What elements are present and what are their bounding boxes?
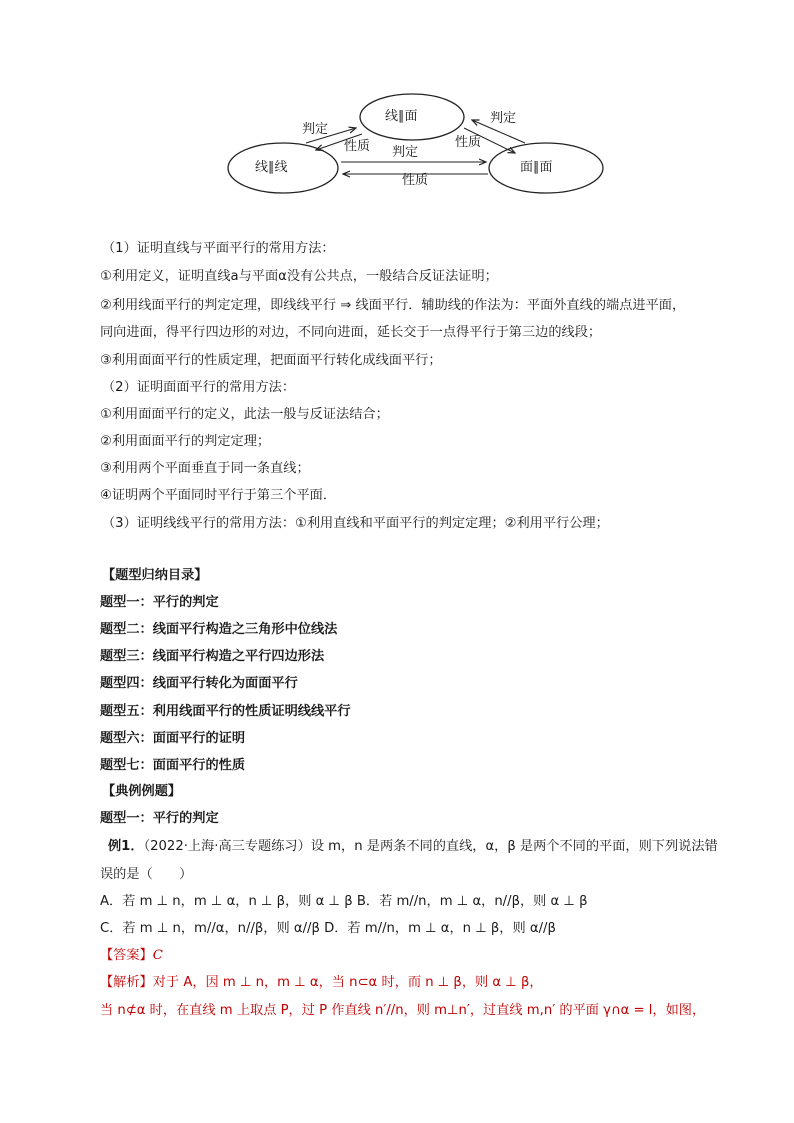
analysis-line-2: 当 n⊄α 时，在直线 m 上取点 P，过 P 作直线 n′//n，则 m⊥n′，过直线 m,n′ 的平面 γ∩α = l，如图， (100, 1003, 706, 1018)
method-line-9: ③利用两个平面垂直于同一条直线； (100, 461, 310, 476)
option-cd: C．若 m ⊥ n，m//α，n//β，则 α//β D．若 m//n，m ⊥ α，n ⊥ β，则 α//β (100, 921, 556, 936)
examples-heading: 【典例例题】 (102, 784, 182, 799)
example-1-line-1 (108, 839, 718, 855)
catalog-item-1: 题型一：平行的判定 (100, 595, 219, 610)
catalog-item-3: 题型三：线面平行构造之平行四边形法 (100, 649, 325, 664)
method-line-3: ②利用线面平行的判定定理，即线线平行 ⇒ 线面平行．辅助线的作法为：平面外直线的端点进平面， (100, 298, 686, 313)
catalog-item-2: 题型二：线面平行构造之三角形中位线法 (100, 622, 338, 637)
node-plane-plane: 面∥面 (520, 160, 553, 175)
catalog-item-5: 题型五：利用线面平行的性质证明线线平行 (100, 704, 351, 719)
catalog-item-4: 题型四：线面平行转化为面面平行 (100, 676, 298, 691)
catalog-heading: 【题型归纳目录】 (102, 568, 208, 583)
method-line-11: （3）证明线线平行的常用方法：①利用直线和平面平行的判定定理；②利用平行公理； (102, 516, 609, 531)
method-line-2: ①利用定义，证明直线a与平面α没有公共点，一般结合反证法证明； (100, 269, 498, 284)
label-judge-left: 判定 (302, 122, 329, 137)
analysis-label: 【解析】 (100, 975, 153, 990)
catalog-item-7: 题型七：面面平行的性质 (100, 758, 246, 773)
example-source: （2022·上海·高三专题练习） (143, 839, 311, 854)
label-prop-bottom: 性质 (402, 173, 429, 188)
answer-line (100, 948, 163, 964)
label-judge-right: 判定 (490, 111, 517, 126)
method-line-8: ②利用面面平行的判定定理； (100, 434, 271, 449)
method-line-4: 同向进面，得平行四边形的对边，不同向进面，延长交于一点得平行于第三边的线段； (100, 325, 602, 340)
catalog-item-6: 题型六：面面平行的证明 (100, 731, 246, 746)
method-line-6: （2）证明面面平行的常用方法： (102, 380, 296, 395)
label-judge-bottom: 判定 (392, 145, 419, 160)
method-line-1: （1）证明直线与平面平行的常用方法： (102, 241, 335, 256)
method-line-5: ③利用面面平行的性质定理，把面面平行转化成线面平行； (100, 353, 442, 368)
diagram-shapes (0, 0, 794, 210)
example-type-title: 题型一：平行的判定 (100, 811, 219, 826)
answer-value: C (152, 948, 163, 963)
method-line-7: ①利用面面平行的定义，此法一般与反证法结合； (100, 407, 389, 422)
label-prop-left: 性质 (344, 139, 371, 154)
node-line-plane: 线∥面 (385, 109, 418, 124)
option-ab: A．若 m ⊥ n，m ⊥ α，n ⊥ β，则 α ⊥ β B．若 m//n，m ⊥ α，n//β，则 α ⊥ β (100, 894, 588, 909)
analysis-line-1 (100, 975, 543, 991)
example-text-2: 误的是（ ） (100, 867, 193, 882)
node-line-line: 线∥线 (255, 160, 288, 175)
example-text-1: 设 m，n 是两条不同的直线，α，β 是两个不同的平面，则下列说法错 (310, 839, 718, 854)
label-prop-right: 性质 (455, 135, 482, 150)
example-label: 例1． (108, 839, 144, 854)
answer-label: 【答案】 (100, 948, 153, 963)
relation-diagram (0, 0, 794, 210)
method-line-10: ④证明两个平面同时平行于第三个平面． (100, 488, 337, 503)
analysis-text-1: 对于 A，因 m ⊥ n，m ⊥ α，当 n⊂α 时，而 n ⊥ β，则 α ⊥ β， (152, 975, 543, 990)
